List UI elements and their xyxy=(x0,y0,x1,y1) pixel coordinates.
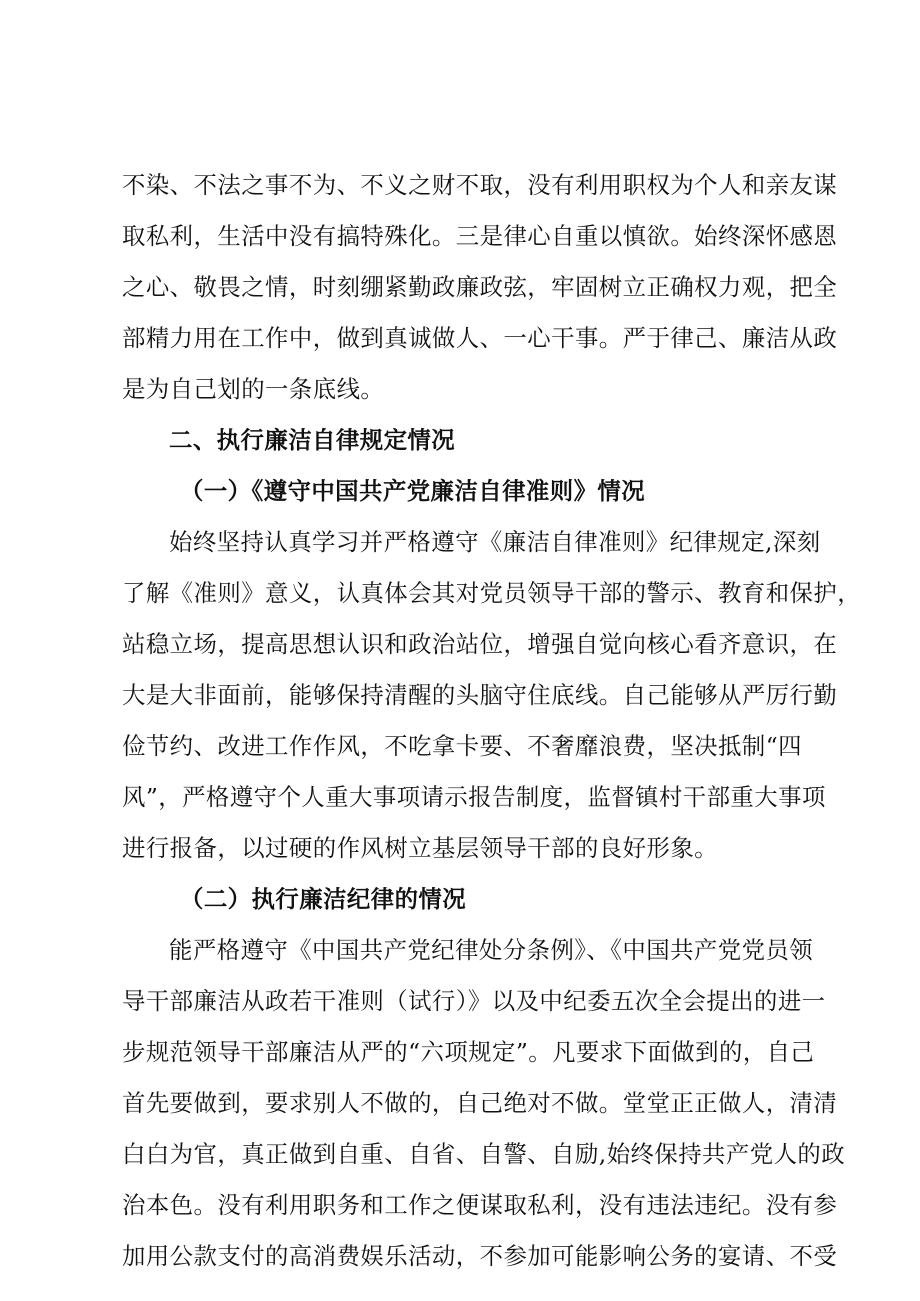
paragraph-3-line-6: 治本色。没有利用职务和工作之便谋取私利，没有违法违纪。没有参 xyxy=(122,1191,838,1219)
paragraph-3-line-3: 步规范领导干部廉洁从严的“六项规定”。凡要求下面做到的，自己 xyxy=(122,1038,815,1066)
paragraph-3-line-2: 导干部廉洁从政若干准则（试行）》以及中纪委五次全会提出的进一 xyxy=(122,987,826,1015)
paragraph-1-line-1: 不染、不法之事不为、不义之财不取，没有利用职权为个人和亲友谋 xyxy=(122,171,838,199)
paragraph-3-line-4: 首先要做到，要求别人不做的，自己绝对不做。堂堂正正做人，清清 xyxy=(122,1089,838,1117)
section-heading-2: 二、执行廉洁自律规定情况 xyxy=(169,426,456,454)
paragraph-3-line-7: 加用公款支付的高消费娱乐活动，不参加可能影响公务的宴请、不受 xyxy=(122,1242,838,1270)
subheading-2-1: （一）《遵守中国共产党廉洁自律准则》情况 xyxy=(180,477,646,505)
paragraph-1-line-3: 之心、敬畏之情，时刻绷紧勤政廉政弦，牢固树立正确权力观，把全 xyxy=(122,273,838,301)
paragraph-2-line-5: 俭节约、改进工作作风，不吃拿卡要、不奢靡浪费，坚决抵制“四 xyxy=(122,732,802,760)
paragraph-3-line-5: 白白为官，真正做到自重、自省、自警、自励,始终保持共产党人的政 xyxy=(122,1140,846,1168)
subheading-2-2: （二）执行廉洁纪律的情况 xyxy=(180,885,467,913)
paragraph-2-line-2: 了解《准则》意义，认真体会其对党员领导干部的警示、教育和保护， xyxy=(122,579,862,607)
paragraph-1-line-5: 是为自己划的一条底线。 xyxy=(122,375,385,403)
paragraph-2-line-7: 进行报备，以过硬的作风树立基层领导干部的良好形象。 xyxy=(122,834,719,862)
paragraph-1-line-2: 取私利，生活中没有搞特殊化。三是律心自重以慎欲。始终深怀感恩 xyxy=(122,222,838,250)
paragraph-2-line-3: 站稳立场，提高思想认识和政治站位，增强自觉向核心看齐意识，在 xyxy=(122,630,838,658)
paragraph-2-line-6: 风”，严格遵守个人重大事项请示报告制度，监督镇村干部重大事项 xyxy=(122,783,826,811)
paragraph-3-line-1: 能严格遵守《中国共产党纪律处分条例》、《中国共产党党员领 xyxy=(169,936,814,964)
paragraph-1-line-4: 部精力用在工作中，做到真诚做人、一心干事。严于律己、廉洁从政 xyxy=(122,324,838,352)
paragraph-2-line-4: 大是大非面前，能够保持清醒的头脑守住底线。自己能够从严厉行勤 xyxy=(122,681,838,709)
paragraph-2-line-1: 始终坚持认真学习并严格遵守《廉洁自律准则》纪律规定,深刻 xyxy=(169,528,821,556)
